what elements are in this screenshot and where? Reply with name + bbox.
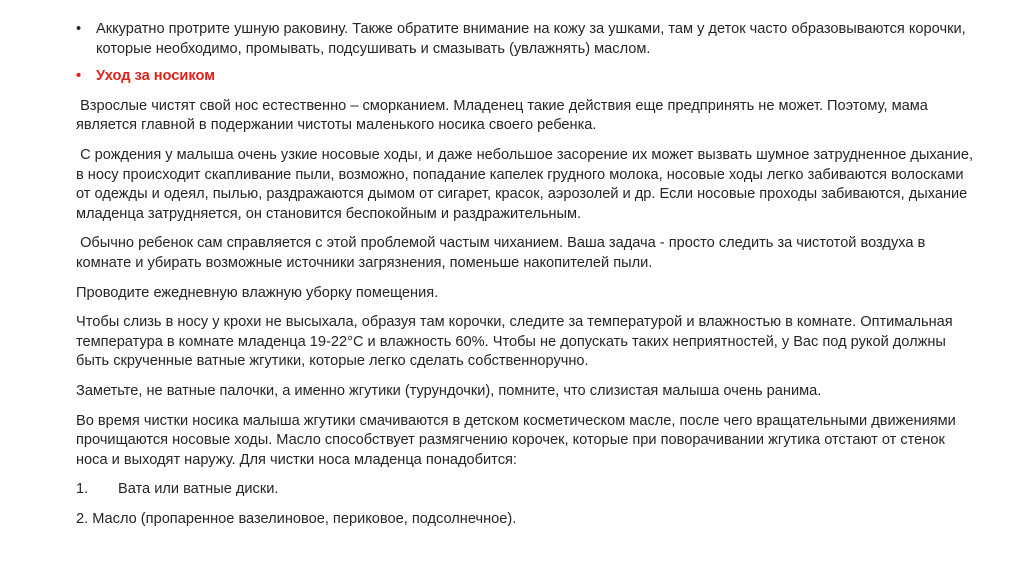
list-item-oil: 2. Масло (пропаренное вазелиновое, периковое, подсолнечное). [76, 510, 517, 527]
paragraph-wet-cleaning: Проводите ежедневную влажную уборку помещения. [76, 284, 439, 301]
paragraph-narrow-passages: С рождения у малыша очень узкие носовые ходы, и даже небольшое засорение их может вызвать шумное затрудненное дыхание, в носу происходит скапливание пыли, возможно, попадание капелек грудного молока, носовые ходы легко забиваются волосками от одежды и одеял, пылью, раздражаются дымом от сигарет, красок, аэрозолей и др. Если носовые проходы забиваются, дыхание младенца затрудняется, он становится беспокойным и раздражительным. [76, 146, 978, 222]
bullet-dot: • [76, 21, 82, 37]
paragraph-not-sticks: Заметьте, не ватные палочки, а именно жгутики (турундочки), помните, что слизистая малыша очень ранима. [76, 382, 822, 399]
paragraph-adults: Взрослые чистят свой нос естественно – сморканием. Младенец такие действия еще предпринять не может. Поэтому, мама является главной в подержании чистоты маленького носика своего ребенка. [76, 97, 932, 134]
bullet-nose-heading [76, 67, 976, 87]
paragraph-sneezing: Обычно ребенок сам справляется с этой проблемой частым чиханием. Ваша задача - просто следить за чистотой воздуха в комнате и убирать возможные источники загрязнения, поменьше накопителей пыли. [76, 235, 930, 271]
ear-care-text: Аккуратно протрите ушную раковину. Также обратите внимание на кожу за ушками, там у деток часто образовываются корочки, которые необходимо, промывать, подсушивать и смазывать (увлажнять) маслом. [96, 21, 966, 57]
slide-content [76, 20, 976, 529]
list-item-text: Вата или ватные диски. [118, 481, 279, 498]
paragraph-cleaning-method: Во время чистки носика малыша жгутики смачиваются в детском косметическом масле, после чего вращательными движениями прочищаются носовые ходы. Масло способствует размягчению корочек, которые при поворачивании жгутика отстают от стенок носа и выходят наружу. Для чистки носа младенца понадобится: [76, 412, 956, 468]
list-item-cotton [76, 480, 976, 500]
list-number: 1. [76, 481, 89, 498]
bullet-ear-care [76, 20, 976, 59]
paragraph-temperature: Чтобы слизь в носу у крохи не высыхала, образуя там корочки, следите за температурой и влажностью в комнате. Оптимальная температура в комнате младенца 19-22°С и влажность 60%. Чтобы не допускать таких неприятностей, у Вас под рукой должны быть скрученные ватные жгутики, которые легко сделать собственноручно. [76, 314, 953, 370]
bullet-dot-red: • [76, 68, 82, 85]
nose-care-heading: Уход за носиком [96, 68, 215, 85]
